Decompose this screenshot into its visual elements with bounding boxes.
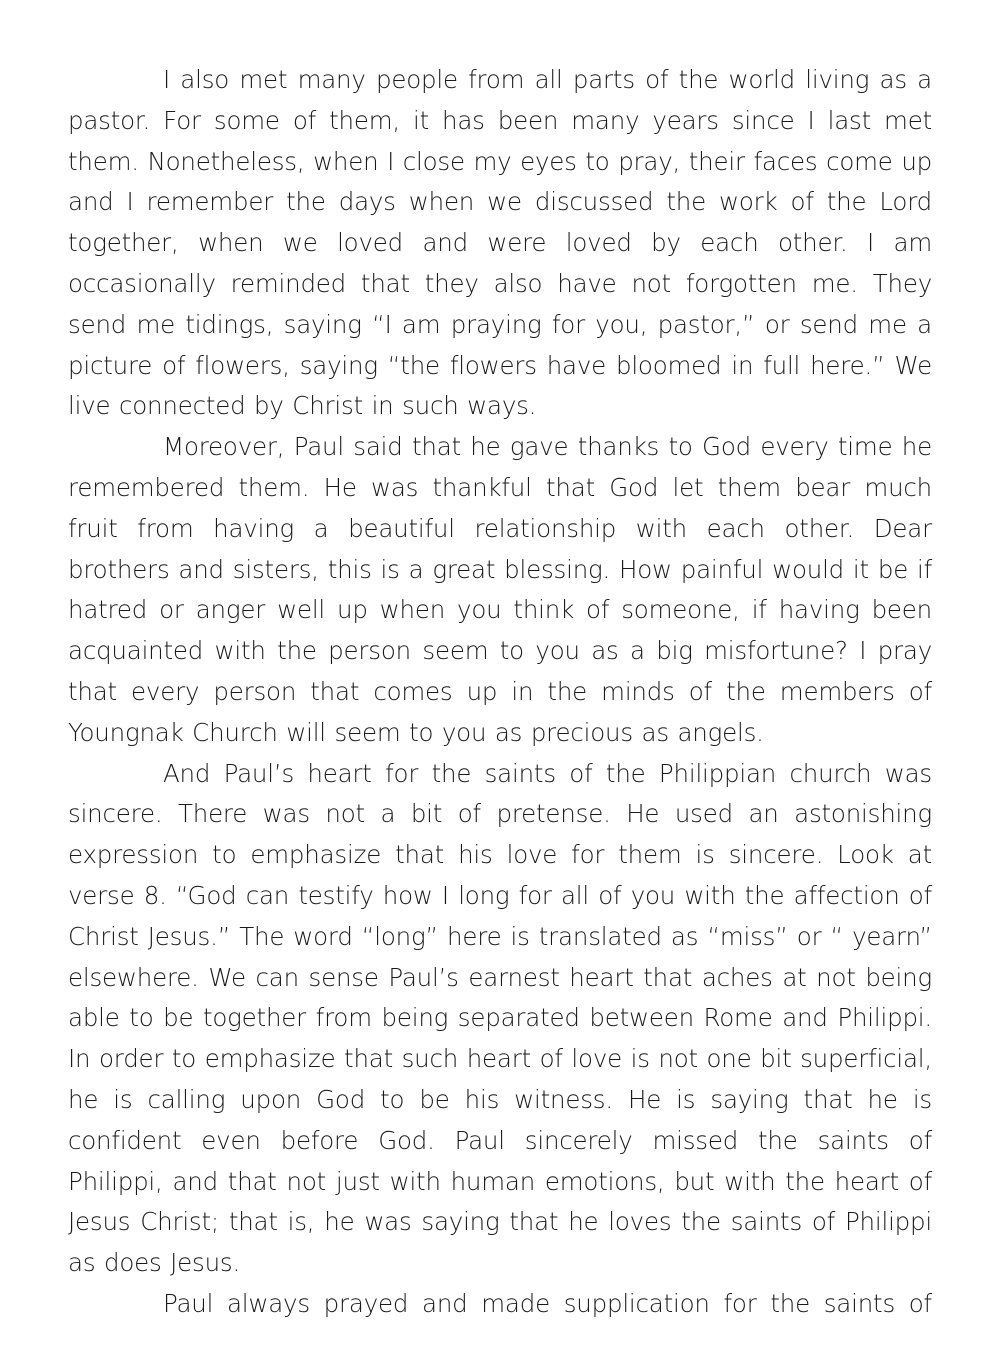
document-body <box>68 60 932 1325</box>
paragraph-3: And Paul’s heart for the saints of the Philippian church was sincere. There was not a bit of pretense. He used an astonishing expression to emphasize that his love for them is sincere. Look at verse 8. “God can testify how I long for all of you with the affection of Christ Jesus.” The word “long” here is translated as “miss” or “ yearn” elsewhere. We can sense Paul’s earnest heart that aches at not being able to be together from being separated between Rome and Philippi. In order to emphasize that such heart of love is not one bit superficial, he is calling upon God to be his witness. He is saying that he is confident even before God. Paul sincerely missed the saints of Philippi, and that not just with human emotions, but with the heart of Jesus Christ; that is, he was saying that he loves the saints of Philippi as does Jesus. <box>68 758 932 1278</box>
paragraph-4: Paul always prayed and made supplication for the saints of <box>163 1288 932 1318</box>
paragraph-1: I also met many people from all parts of the world living as a pastor. For some of them, it has been many years since I last met them. Nonetheless, when I close my eyes to pray, their faces come up and I remember the days when we discussed the work of the Lord together, when we loved and were loved by each other. I am occasionally reminded that they also have not forgotten me. They send me tidings, saying “I am praying for you, pastor,” or send me a picture of flowers, saying “the flowers have bloomed in full here.” We live connected by Christ in such ways. <box>68 65 932 421</box>
paragraph-2: Moreover, Paul said that he gave thanks to God every time he remembered them. He was thankful that God let them bear much fruit from having a beautiful relationship with each other. Dear brothers and sisters, this is a great blessing. How painful would it be if hatred or anger well up when you think of someone, if having been acquainted with the person seem to you as a big misfortune? I pray that every person that comes up in the minds of the members of Youngnak Church will seem to you as precious as angels. <box>68 432 932 747</box>
